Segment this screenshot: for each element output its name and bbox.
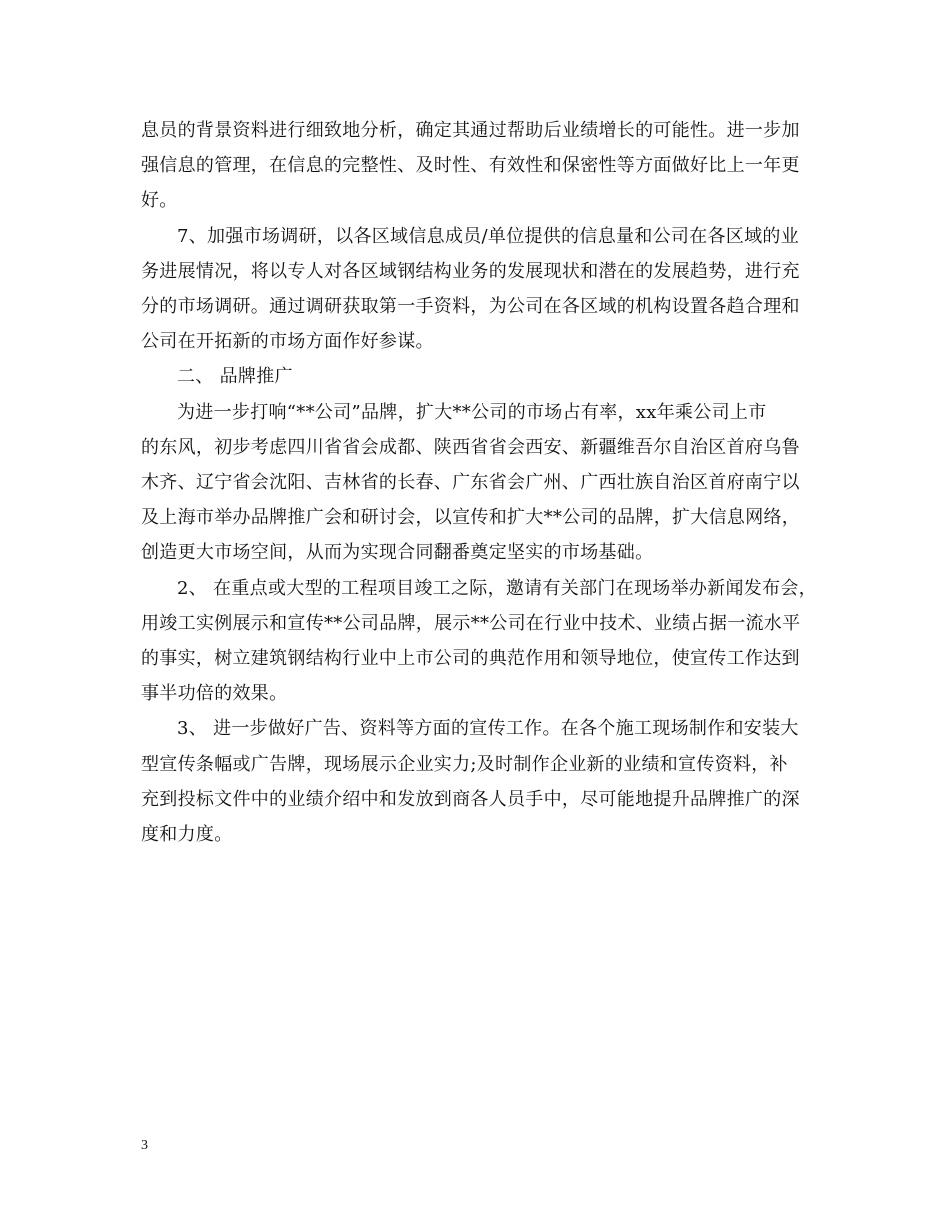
text-line: 的事实，树立建筑钢结构行业中上市公司的典范作用和领导地位，使宣传工作达到 xyxy=(141,648,800,670)
text-line: 强信息的管理，在信息的完整性、及时性、有效性和保密性等方面做好比上一年更 xyxy=(141,155,800,177)
text-line: 用竣工实例展示和宣传**公司品牌，展示**公司在行业中技术、业绩占据一流水平 xyxy=(141,612,801,634)
paragraph-brand-2 xyxy=(141,571,821,712)
text-line: 型宣传条幅或广告牌，现场展示企业实力;及时制作企业新的业绩和宣传资料，补 xyxy=(141,753,788,775)
text-line: 7、加强市场调研，以各区域信息成员/单位提供的信息量和公司在各区域的业 xyxy=(177,225,800,247)
text-line: 木齐、辽宁省会沈阳、吉林省的长春、广东省会广州、广西壮族自治区首府南宁以 xyxy=(141,472,800,494)
text-line: 分的市场调研。通过调研获取第一手资料，为公司在各区域的机构设置各趋合理和 xyxy=(141,296,800,318)
paragraph-continued xyxy=(141,113,821,219)
text-line: 为进一步打响“**公司”品牌，扩大**公司的市场占有率，xx年乘公司上市 xyxy=(177,401,767,423)
paragraph-brand-3 xyxy=(141,711,821,852)
heading-line: 二、 品牌推广 xyxy=(177,366,293,388)
text-line: 务进展情况，将以专人对各区域钢结构业务的发展现状和潜在的发展趋势，进行充 xyxy=(141,260,800,282)
paragraph-brand-1 xyxy=(141,395,821,571)
section-heading-brand-promotion xyxy=(141,359,821,394)
text-line: 的东风，初步考虑四川省省会成都、陕西省省会西安、新疆维吾尔自治区首府乌鲁 xyxy=(141,436,800,458)
text-line: 息员的背景资料进行细致地分析，确定其通过帮助后业绩增长的可能性。进一步加 xyxy=(141,120,800,141)
text-line: 及上海市举办品牌推广会和研讨会，以宣传和扩大**公司的品牌，扩大信息网络， xyxy=(141,507,801,529)
text-line: 2、 在重点或大型的工程项目竣工之际，邀请有关部门在现场举办新闻发布会， xyxy=(177,577,817,599)
text-line: 公司在开拓新的市场方面作好参谋。 xyxy=(141,331,434,353)
text-line: 度和力度。 xyxy=(141,824,233,846)
text-line: 事半功倍的效果。 xyxy=(141,683,288,705)
text-line: 充到投标文件中的业绩介绍中和发放到商各人员手中，尽可能地提升品牌推广的深 xyxy=(141,788,800,810)
document-body xyxy=(141,113,821,852)
page-number: 3 xyxy=(141,1138,148,1153)
text-line: 好。 xyxy=(141,190,178,212)
paragraph-item-7 xyxy=(141,219,821,360)
text-line: 3、 进一步做好广告、资料等方面的宣传工作。在各个施工现场制作和安装大 xyxy=(177,718,799,740)
text-line: 创造更大市场空间，从而为实现合同翻番奠定坚实的市场基础。 xyxy=(141,542,654,564)
